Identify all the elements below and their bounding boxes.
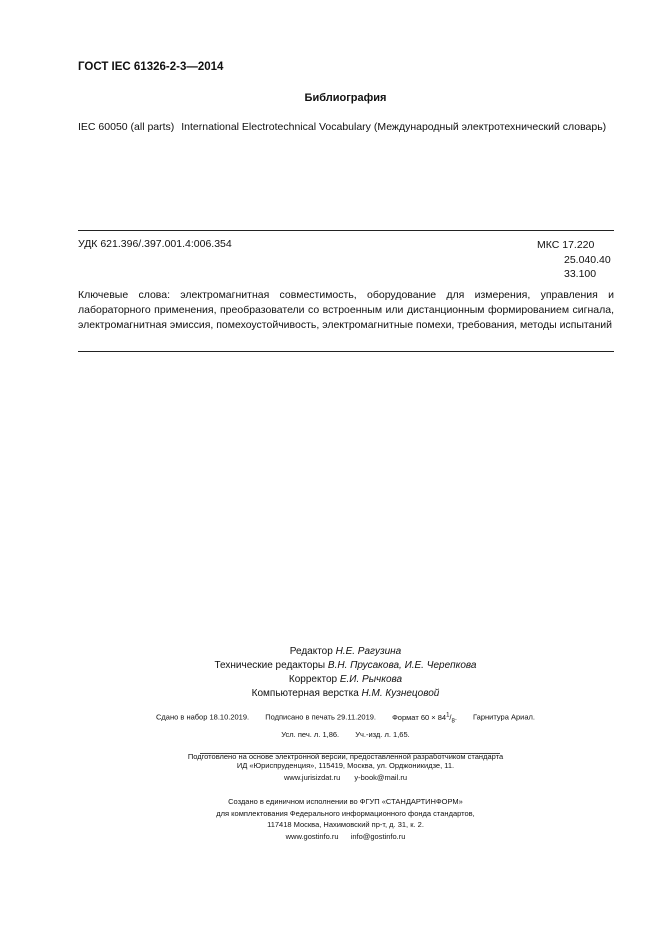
publishing-line-1 <box>30 708 661 728</box>
printer-line-2: для комплектования Федерального информационного фонда стандартов, <box>216 808 475 818</box>
credit-proof-name: Е.И. Рычкова <box>339 674 403 685</box>
submitted-date: Сдано в набор 18.10.2019. <box>156 712 250 722</box>
publication-sheets: Уч.-изд. л. 1,65. <box>355 730 410 739</box>
udk-code: УДК 621.396/.397.001.4:006.354 <box>78 238 232 250</box>
format: Формат $60 \times 84^1/_8$. <box>392 712 457 724</box>
bibliography-entry-ref: IEC 60050 (all parts) <box>78 121 175 133</box>
credit-layout <box>30 687 661 701</box>
bibliography-entry-text: International Electrotechnical Vocabulary (Международный электротехнический словарь) <box>181 121 607 133</box>
credit-tech-editors <box>30 659 661 673</box>
printer-contacts <box>30 831 661 843</box>
credit-editor-label: Редактор <box>289 646 333 657</box>
document-code: ГОСТ IEC 61326-2-3—2014 <box>78 61 224 73</box>
credit-tech-names: В.Н. Прусакова, И.Е. Черепкова <box>327 660 477 671</box>
format-denominator: 8 <box>451 718 455 724</box>
credit-layout-name: Н.М. Кузнецовой <box>361 688 440 699</box>
prepared-note: Подготовлено на основе электронной версии, предоставленной разработчиком стандарта <box>187 752 504 761</box>
printer-line-3: 117418 Москва, Нахимовский пр-т, д. 31, к. 2. <box>267 820 424 829</box>
credits-block <box>0 645 661 701</box>
mks-code-1: МКС 17.220 <box>537 239 595 251</box>
publisher-contacts <box>30 772 661 784</box>
credit-editor-name: Н.Е. Рагузина <box>335 646 402 657</box>
divider-small <box>200 753 500 754</box>
credit-proof-label: Корректор <box>288 674 338 685</box>
printer-line-1: Создано в единичном исполнении во ФГУП «СТАНДАРТИНФОРМ» <box>228 797 463 806</box>
bibliography-title: Библиография <box>304 92 387 104</box>
credit-tech-label: Технические редакторы <box>214 660 326 671</box>
publishing-line-2 <box>30 728 661 742</box>
format-numerator: 1 <box>446 712 450 718</box>
signed-date: Подписано в печать 29.11.2019. <box>265 712 377 722</box>
print-sheets: Усл. печ. л. 1,86. <box>281 730 340 739</box>
divider-bottom <box>78 351 614 352</box>
divider-top <box>78 230 614 231</box>
typeface: Гарнитура Ариал. <box>473 712 535 722</box>
keywords: Ключевые слова: электромагнитная совместимость, оборудование для измерения, управления и лабораторного применения, преобразователи со встроенным или дистанционным формированием сигнала, электромагнитная эмиссия, помехоустойчивость, электромагнитные помехи, требования, методы испытаний <box>78 289 614 331</box>
bibliography-entry <box>78 121 606 133</box>
printer-site-link[interactable]: www.gostinfo.ru <box>285 831 339 841</box>
mks-code-2: 25.040.40 <box>564 253 611 266</box>
credit-layout-label: Компьютерная верстка <box>251 688 359 699</box>
credit-editor <box>30 645 661 659</box>
format-prefix: Формат 60 × 84 <box>392 712 447 722</box>
printer-email-link[interactable]: info@gostinfo.ru <box>350 831 406 841</box>
mks-codes <box>537 238 611 282</box>
printer-info <box>0 796 661 842</box>
publisher-email-link[interactable]: y-book@mail.ru <box>354 773 407 782</box>
credit-proofreader <box>30 673 661 687</box>
publisher-info <box>0 760 661 784</box>
publisher-site-link[interactable]: www.jurisizdat.ru <box>284 773 341 782</box>
publishing-info <box>0 708 661 764</box>
publisher-address: ИД «Юриспруденция», 115419, Москва, ул. Орджоникидзе, 11. <box>236 761 455 770</box>
mks-code-3: 33.100 <box>564 268 597 280</box>
